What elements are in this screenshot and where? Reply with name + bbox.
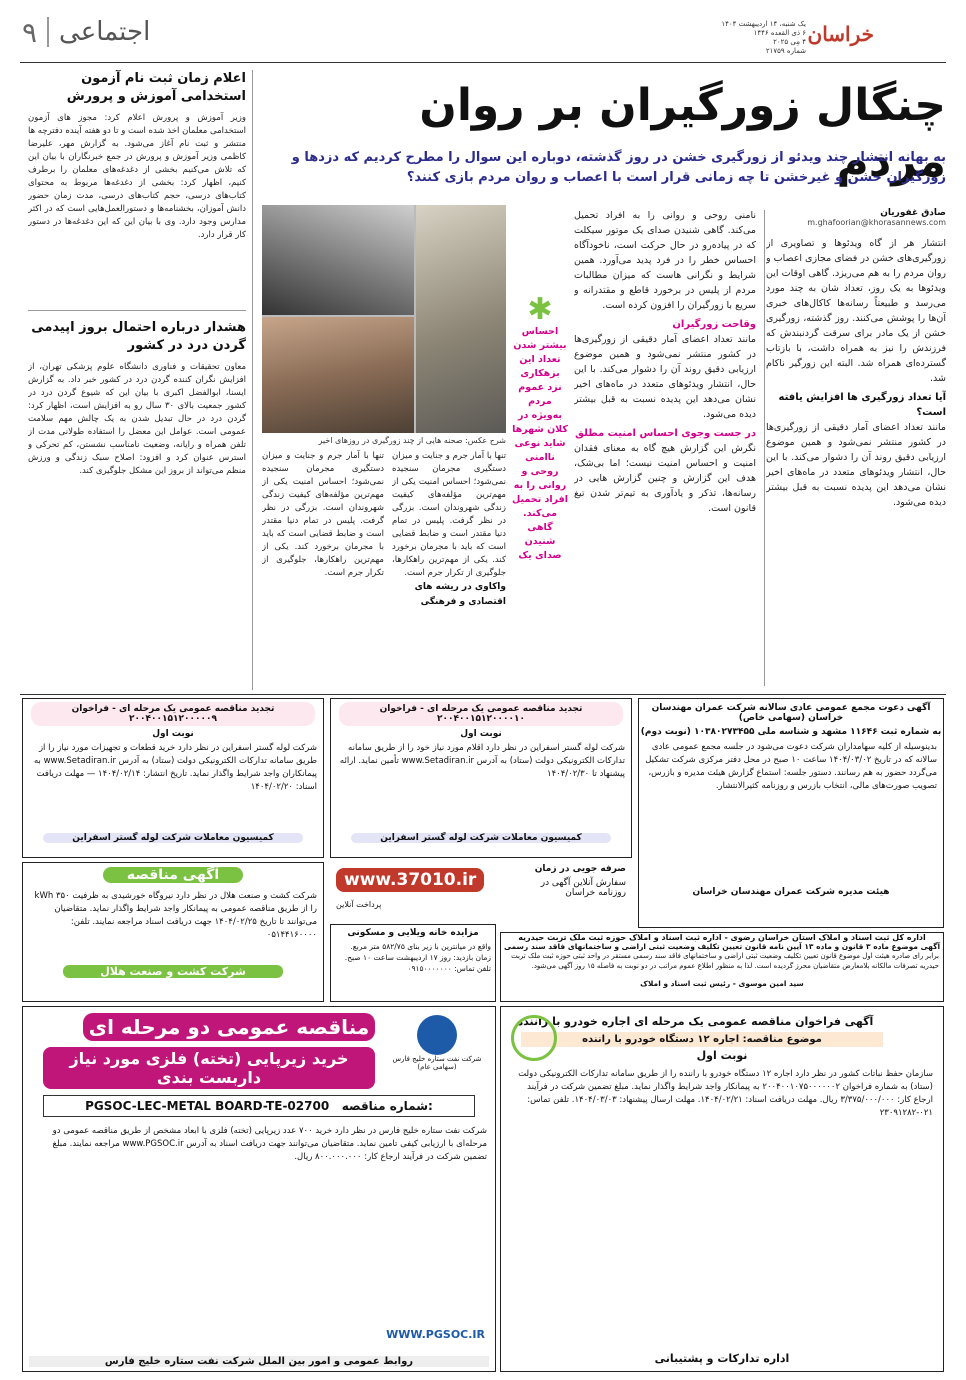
cctv-photo-3 [262, 317, 414, 433]
news-headline-neck: هشدار درباره احتمال بروز اپیدمی گردن درد در کشور [31, 320, 246, 353]
ad-tender-2: تجدید مناقصه عمومی یک مرحله ای - فراخوان ۲۰۰۴۰۰۱۵۱۲۰۰۰۰۱۰ نوبت اول شرکت لوله گستر اسفراین در نظر دارد اقلام مورد نیاز خود را از طریق سامانه تدارکات الکترونیکی دولت (ستاد) به آدرس www.Setadiran.ir تأمین نماید. ارائه پیشنهاد تا ۱۴۰۴/۰۲/۳۰ کمیسیون معاملات شرکت لوله گستر اسفراین [330, 698, 632, 858]
ad-auction: مزایده خانه ویلایی و مسکونی واقع در میانترین با زیر بنای ۵۸۲/۷۵ متر مربع. زمان بازدید: روز ۱۷ اردیبهشت ساعت ۱۰ صبح. تلفن تماس: ۰۹۱۵۰۰۰۰۰۰۰ [330, 924, 496, 1002]
cctv-photo-1 [416, 205, 506, 433]
subhead-increase: آیا تعداد زورگیری ها افزایش یافته است؟ [778, 392, 946, 418]
lead-col-3: تنها با آمار جرم و جنایت و میزان دستگیری مجرمان سنجیده نمی‌شود؛ احساس امنیت یکی از مهم‌ترین مؤلفه‌های کیفیت زندگی شهروندان است. بزرگی در نظر گرفت. پلیس در تمام دنیا مقتدر است و ضابط قضایی است که باید با مجرمان برخورد کند. یکی از مهم‌ترین راهکارها، جلوگیری از تکرار جرم است. واکاوی در ریشه های اقتصادی و فرهنگی [392, 450, 506, 686]
author-block [766, 208, 946, 227]
asterisk-icon: ✱ [527, 292, 553, 327]
pgsoc-logo: شرکت نفت ستاره خلیج فارس (سهامی عام) [387, 1015, 487, 1085]
news-body-exam: وزیر آموزش و پرورش اعلام کرد: مجوز های آزمون استخدامی معلمان اخذ شده است و تا دو هفته آینده دفترچه ها منتشر و ثبت نام آغاز می‌شود. به گزارش مهر، علیرضا کاظمی وزیر آموزش و پرورش در جمع خبرنگاران با بیان این که تلاش می‌کنیم بخشی از دغدغه‌های معلمان را برطرف کنیم، اظهار کرد: بخشی از دغدغه‌ها مربوط به محتوای کتاب‌های درسی، حجم کتاب‌های درسی، مدت زمان حضور دانش آموزان، بخشنامه‌ها و دستورالعمل‌هایی است که در اکثر مدارس وجود دارد. وی با بیان این که این دغدغه‌ها در دستور کار قرار دارد. [28, 113, 246, 240]
ad-hilal: آگهی مناقصه شرکت کشت و صنعت هلال در نظر دارد نیروگاه خورشیدی به ظرفیت ۳۵۰ kWh را از طریق مناقصه عمومی به پیمانکار واجد شرایط واگذار نماید. متقاضیان می‌توانند تا تاریخ ۱۴۰۴/۰۲/۲۵ جهت دریافت اسناد مراجعه نمایند. تلفن: ۰۵۱۴۴۱۶۰۰۰۰ شرکت کشت و صنعت هلال [22, 862, 324, 1002]
ad-tender-1: تجدید مناقصه عمومی یک مرحله ای - فراخوان ۲۰۰۴۰۰۱۵۱۲۰۰۰۰۰۹ نوبت اول شرکت لوله گستر اسفراین در نظر دارد خرید قطعات و تجهیزات مورد نیاز را از طریق سامانه تدارکات الکترونیکی دولت (ستاد) به آدرس www.Setadiran.ir به پیمانکاران واجد شرایط واگذار نماید. تاریخ انتشار: ۱۴۰۴/۰۲/۱۴ — مهلت دریافت اسناد: ۱۴۰۴/۰۲/۲۰ کمیسیون معاملات شرکت لوله گستر اسفراین [22, 698, 324, 858]
pgsoc-website[interactable]: WWW.PGSOC.IR [386, 1328, 485, 1341]
subhead-roots: واکاوی در ریشه های اقتصادی و فرهنگی [414, 582, 506, 607]
left-news-column [28, 70, 246, 690]
company-logo-icon [417, 1015, 457, 1055]
issue-info: یک شنبه، ۱۴ اردیبهشت ۱۴۰۴ ۶ ذی القعده ۱۴۴۶ ۴ مِی ۲۰۲۵ شماره ۲۱۷۵۹ [721, 20, 806, 55]
ad-vehicle: آگهی فراخوان مناقصه عمومی یک مرحله ای اجاره خودرو با راننده موضوع مناقصه: اجاره ۱۲ دستگاه خودرو با راننده نوبت اول سازمان حفظ نباتات کشور در نظر دارد اجاره ۱۲ دستگاه خودرو با راننده را از طریق سامانه تدارکات الکترونیکی دولت (ستاد) به شماره فراخوان ۲۰۰۴۰۰۱۰۷۵۰۰۰۰۰۰۲ به پیمانکار واجد شرایط واگذار نماید. مبلغ تضمین شرکت در فرآیند ارجاع کار: ۳/۳۷۵/۰۰۰/۰۰۰ ریال. مهلت دریافت اسناد: ۱۴۰۴/۰۲/۲۱. مهلت ارسال پیشنهاد: ۱۴۰۴/۰۳/۰۳. تلفن تماس: ۰۲۱-۲۳۰۹۱۲۸۲ اداره تدارکات و پشتیبانی [500, 1006, 944, 1372]
page-number: ۹ [22, 15, 38, 49]
lead-col-1: انتشار هر از گاه ویدئوها و تصاویری از زورگیری‌های خشن در فضای مجازی اعصاب و روان مردم را به هم می‌ریزد. گاهی اوقات این ویدئوها به یک روز، تعداد شان به چند مورد می‌رسد و طبیعتاً رسانه‌ها کاکال‌های خبری آن‌ها را پوشش می‌کنند. روز گذشته، زورگیری خشن از یک مادر برای سرقت گردنبندش که فرزندش را نیز به همراه داشت، با بازتاب گسترده‌ای همراه شد. البته این زورگیر ناکام شد. آیا تعداد زورگیری ها افزایش یافته است؟ مانند تعداد اعضای آمار دقیقی از زورگیری‌ها در کشور منتشر نمی‌شود و همین موضوع ارزیابی دقیق روند آن را دشوار می‌کند. با این حال، انتشار ویدئوهای متعدد در ماه‌های اخیر نشان می‌دهد این پدیده نسبت به قبل بیشتر دیده می‌شود. [766, 238, 946, 508]
ad-pgsoc: مناقصه عمومی دو مرحله ای خرید زیرپایی (تخته) فلزی مورد نیاز داربست بندی PGSOC-LEC-METAL BOARD-TE-02700 شماره مناقصه: شرکت نفت ستاره خلیج فارس (سهامی عام) شرکت نفت ستاره خلیج فارس در نظر دارد خرید ۷۰۰ عدد زیرپایی (تخته) فلزی با ابعاد مشخص از طریق مناقصه عمومی دو مرحله‌ای با ارزیابی کیفی تامین نماید. متقاضیان می‌توانند جهت دریافت اسناد به آدرس www.PGSOC.ir مراجعه نمایند. مبلغ تضمین شرکت در فرآیند ارجاع کار: ۸۰۰.۰۰۰.۰۰۰ ریال. WWW.PGSOC.IR روابط عمومی و امور بین الملل شرکت نفت ستاره خلیج فارس [22, 1006, 496, 1372]
organization-logo-icon [511, 1015, 557, 1061]
newspaper-logo: خراسان [807, 22, 874, 46]
author-email: m.ghafoorian@khorasannews.com [807, 218, 946, 227]
ad-online: www.37010.ir صرفه جویی در زمان سفارش آنلاین آگهی در روزنامه خراسان پرداخت آنلاین [336, 864, 626, 909]
lead-col-2: نامنی روحی و روانی را به افراد تحمیل می‌کند. گاهی شنیدن صدای یک موتور سیکلت که در پیاده‌رو در حال حرکت است، ناخودآگاه احساس خطر را در فرد پدید می‌آورد. همین شرایط و نگرانی هاست که میزان مطالبات مردم از پلیس در برخورد قاطع و مقتدرانه و سریع با زورگیران را افزون کرده است. وقاحت زورگیران مانند تعداد اعضای آمار دقیقی از زورگیری‌ها در کشور منتشر نمی‌شود و همین موضوع ارزیابی دقیق روند آن را دشوار می‌کند. با این حال، انتشار ویدئوهای متعدد در ماه‌های اخیر نشان می‌دهد این پدیده نسبت به قبل بیشتر دیده می‌شود. در جست وجوی احساس امنیت مطلق نگرش این گزارش هیچ گاه به معنای فقدان امنیت و احساس امنیت نیست؛ اما بی‌شک، هدف این گزارش و چنین گزارش هایی در رسانه‌ها، تذکر و یادآوری به تیم‌تر شدن تیغ قانون است. [574, 210, 756, 514]
pull-quote: ✱ احساس بیشتر شدن تعداد این بزهکاری نزد عموم مردم به‌ویژه در کلان شهرها شاید نوعی ناامنی روحی و روانی را به افراد تحمیل می‌کند. گاهی شنیدن صدای یک [512, 292, 568, 561]
subhead-security: در جست وجوی احساس امنیت مطلق [575, 428, 756, 439]
ad-registry: اداره کل ثبت اسناد و املاک استان خراسان رضوی - اداره ثبت اسناد و املاک حوزه ثبت ملک تربت حیدریه آگهی موضوع ماده ۳ قانون و ماده ۱۳ آیین نامه قانون تعیین تکلیف وضعیت ثبتی اراضی و ساختمانهای فاقد سند رسمی برابر رای صادره هیئت اول موضوع قانون تعیین تکلیف وضعیت ثبتی اراضی و ساختمانهای فاقد سند رسمی مستقر در واحد ثبتی حوزه ثبت ملک تربت حیدریه تصرفات مالکانه بلامعارض متقاضیان محرز گردیده است. لذا به منظور اطلاع عموم مراتب در دو نوبت به فاصله ۱۵ روز آگهی می‌شود. سید امین موسوی - رئیس ثبت اسناد و املاک [500, 932, 944, 1002]
section-title: اجتماعی [59, 17, 151, 47]
photo-caption: شرح عکس: صحنه هایی از چند زورگیری در روزهای اخیر [318, 436, 506, 445]
online-url[interactable]: www.37010.ir [336, 868, 484, 892]
photo-collage [262, 205, 506, 433]
section-label [22, 14, 222, 50]
news-body-neck: معاون تحقیقات و فناوری دانشگاه علوم پزشکی تهران، از افزایش نگران کننده گردن درد در کشور خبر داد. به گزارش ایسنا، ابوالفضل اکبری با بیان این که شیوع گردن درد در کشور جمعیت بالای ۳۰ سال رو به افزایش است، اظهار کرد: گردن درد در حال تبدیل شدن به یک چالش مهم سلامت عمومی است. عوامل این معضل را استفاده طولانی مدت از تلفن همراه و رایانه، وضعیت نامناسب نشستن، کم تحرکی و استرس عنوان کرد و افزود: اصلاح سبک زندگی و ورزش منظم می‌تواند از بروز این مشکل جلوگیری کند. [28, 362, 246, 476]
lead-headline: چنگال زورگیران بر روان مردم [419, 80, 946, 187]
ad-assembly: آگهی دعوت مجمع عمومی عادی سالانه شرکت عمران مهندسان خراسان (سهامی خاص) به شماره ثبت ۱۱۶۴۶ مشهد و شناسه ملی ۱۰۳۸۰۲۷۳۴۵۵ (نوبت دوم) بدینوسیله از کلیه سهامداران شرکت دعوت می‌شود در جلسه مجمع عمومی عادی سالانه که در تاریخ ۱۴۰۴/۰۳/۰۲ ساعت ۱۰ صبح در محل دفتر مرکزی شرکت تشکیل می‌گردد حضور به هم رسانند. دستور جلسه: استماع گزارش هیئت مدیره و بازرس، تصویب صورت‌های مالی، انتخاب بازرس و روزنامه کثیرالانتشار. هیئت مدیره شرکت عمران مهندسان خراسان [638, 698, 944, 928]
lead-deck: به بهانه انتشار چند ویدئو از زورگیری خشن در روز گذشته، دوباره این سوال را مطرح کردیم که دزدها و زورگیران خشن و غیرخشن تا چه زمانی قرار است با اعصاب و روان مردم بازی کنند؟ [291, 150, 946, 185]
lead-col-4: تنها با آمار جرم و جنایت و میزان دستگیری مجرمان سنجیده نمی‌شود؛ احساس امنیت یکی از مهم‌ترین مؤلفه‌های کیفیت زندگی شهروندان است. بزرگی در نظر گرفت. پلیس در تمام دنیا مقتدر است و ضابط قضایی است که باید با مجرمان برخورد کند. یکی از مهم‌ترین راهکارها، جلوگیری از تکرار جرم است. [262, 451, 384, 578]
author-name: صادق غفوریان [880, 208, 946, 218]
cctv-photo-2 [262, 205, 414, 315]
news-headline-exam: اعلام زمان ثبت نام آزمون استخدامی آموزش و پرورش [66, 71, 246, 104]
masthead [0, 0, 966, 64]
tender-code: PGSOC-LEC-METAL BOARD-TE-02700 شماره مناقصه: [43, 1095, 475, 1117]
subhead-audacity: وقاحت زورگیران [672, 319, 756, 330]
